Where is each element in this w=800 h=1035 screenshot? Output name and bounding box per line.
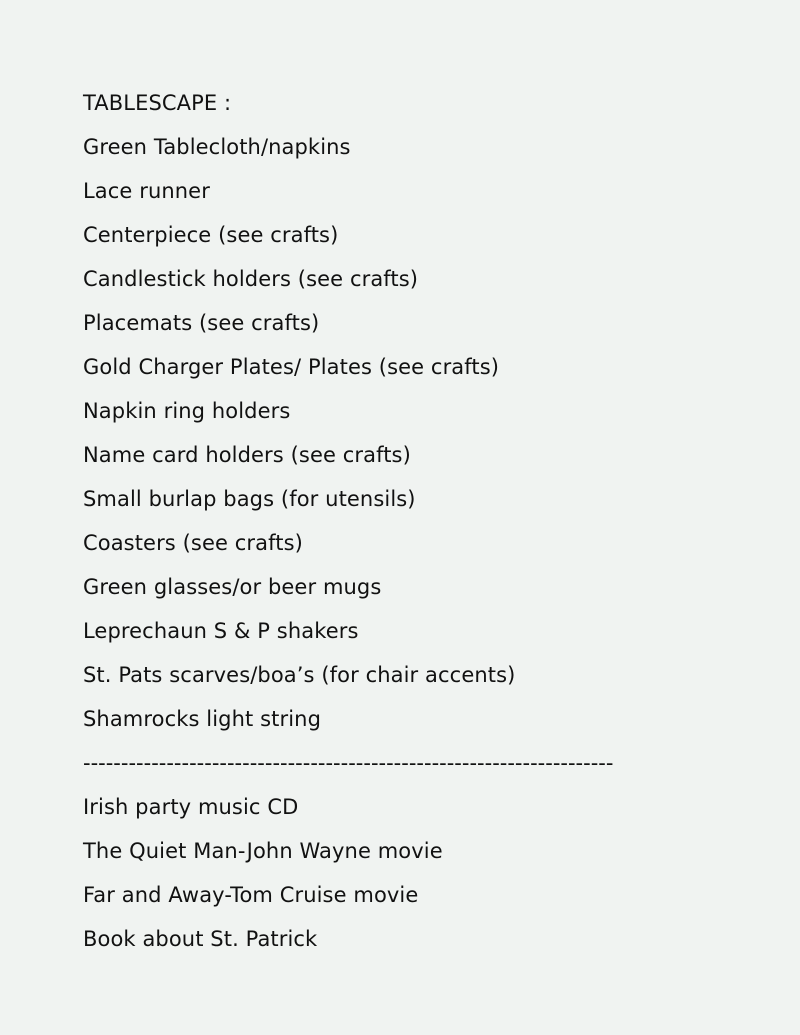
tablescape-item-green-tablecloth: Green Tablecloth/napkins xyxy=(83,135,351,159)
tablescape-item-st-pats-scarves: St. Pats scarves/boa’s (for chair accents) xyxy=(83,663,516,687)
tablescape-item-green-glasses: Green glasses/or beer mugs xyxy=(83,575,382,599)
tablescape-item-napkin-ring-holders: Napkin ring holders xyxy=(83,399,291,423)
tablescape-item-burlap-bags: Small burlap bags (for utensils) xyxy=(83,487,416,511)
document-heading: TABLESCAPE : xyxy=(83,91,232,115)
tablescape-item-shamrocks-light-string: Shamrocks light string xyxy=(83,707,322,731)
entertainment-item-st-patrick-book: Book about St. Patrick xyxy=(83,927,318,951)
tablescape-item-placemats: Placemats (see crafts) xyxy=(83,311,320,335)
section-divider: ---------------------------------------------------------------------- xyxy=(83,751,614,775)
tablescape-item-lace-runner: Lace runner xyxy=(83,179,210,203)
tablescape-item-candlestick-holders: Candlestick holders (see crafts) xyxy=(83,267,419,291)
tablescape-item-centerpiece: Centerpiece (see crafts) xyxy=(83,223,339,247)
tablescape-item-name-card-holders: Name card holders (see crafts) xyxy=(83,443,411,467)
entertainment-item-quiet-man-movie: The Quiet Man-John Wayne movie xyxy=(83,839,443,863)
tablescape-item-coasters: Coasters (see crafts) xyxy=(83,531,303,555)
entertainment-item-far-and-away-movie: Far and Away-Tom Cruise movie xyxy=(83,883,419,907)
entertainment-item-music-cd: Irish party music CD xyxy=(83,795,299,819)
document-page xyxy=(83,84,773,964)
tablescape-item-charger-plates: Gold Charger Plates/ Plates (see crafts) xyxy=(83,355,500,379)
tablescape-item-leprechaun-shakers: Leprechaun S & P shakers xyxy=(83,619,359,643)
